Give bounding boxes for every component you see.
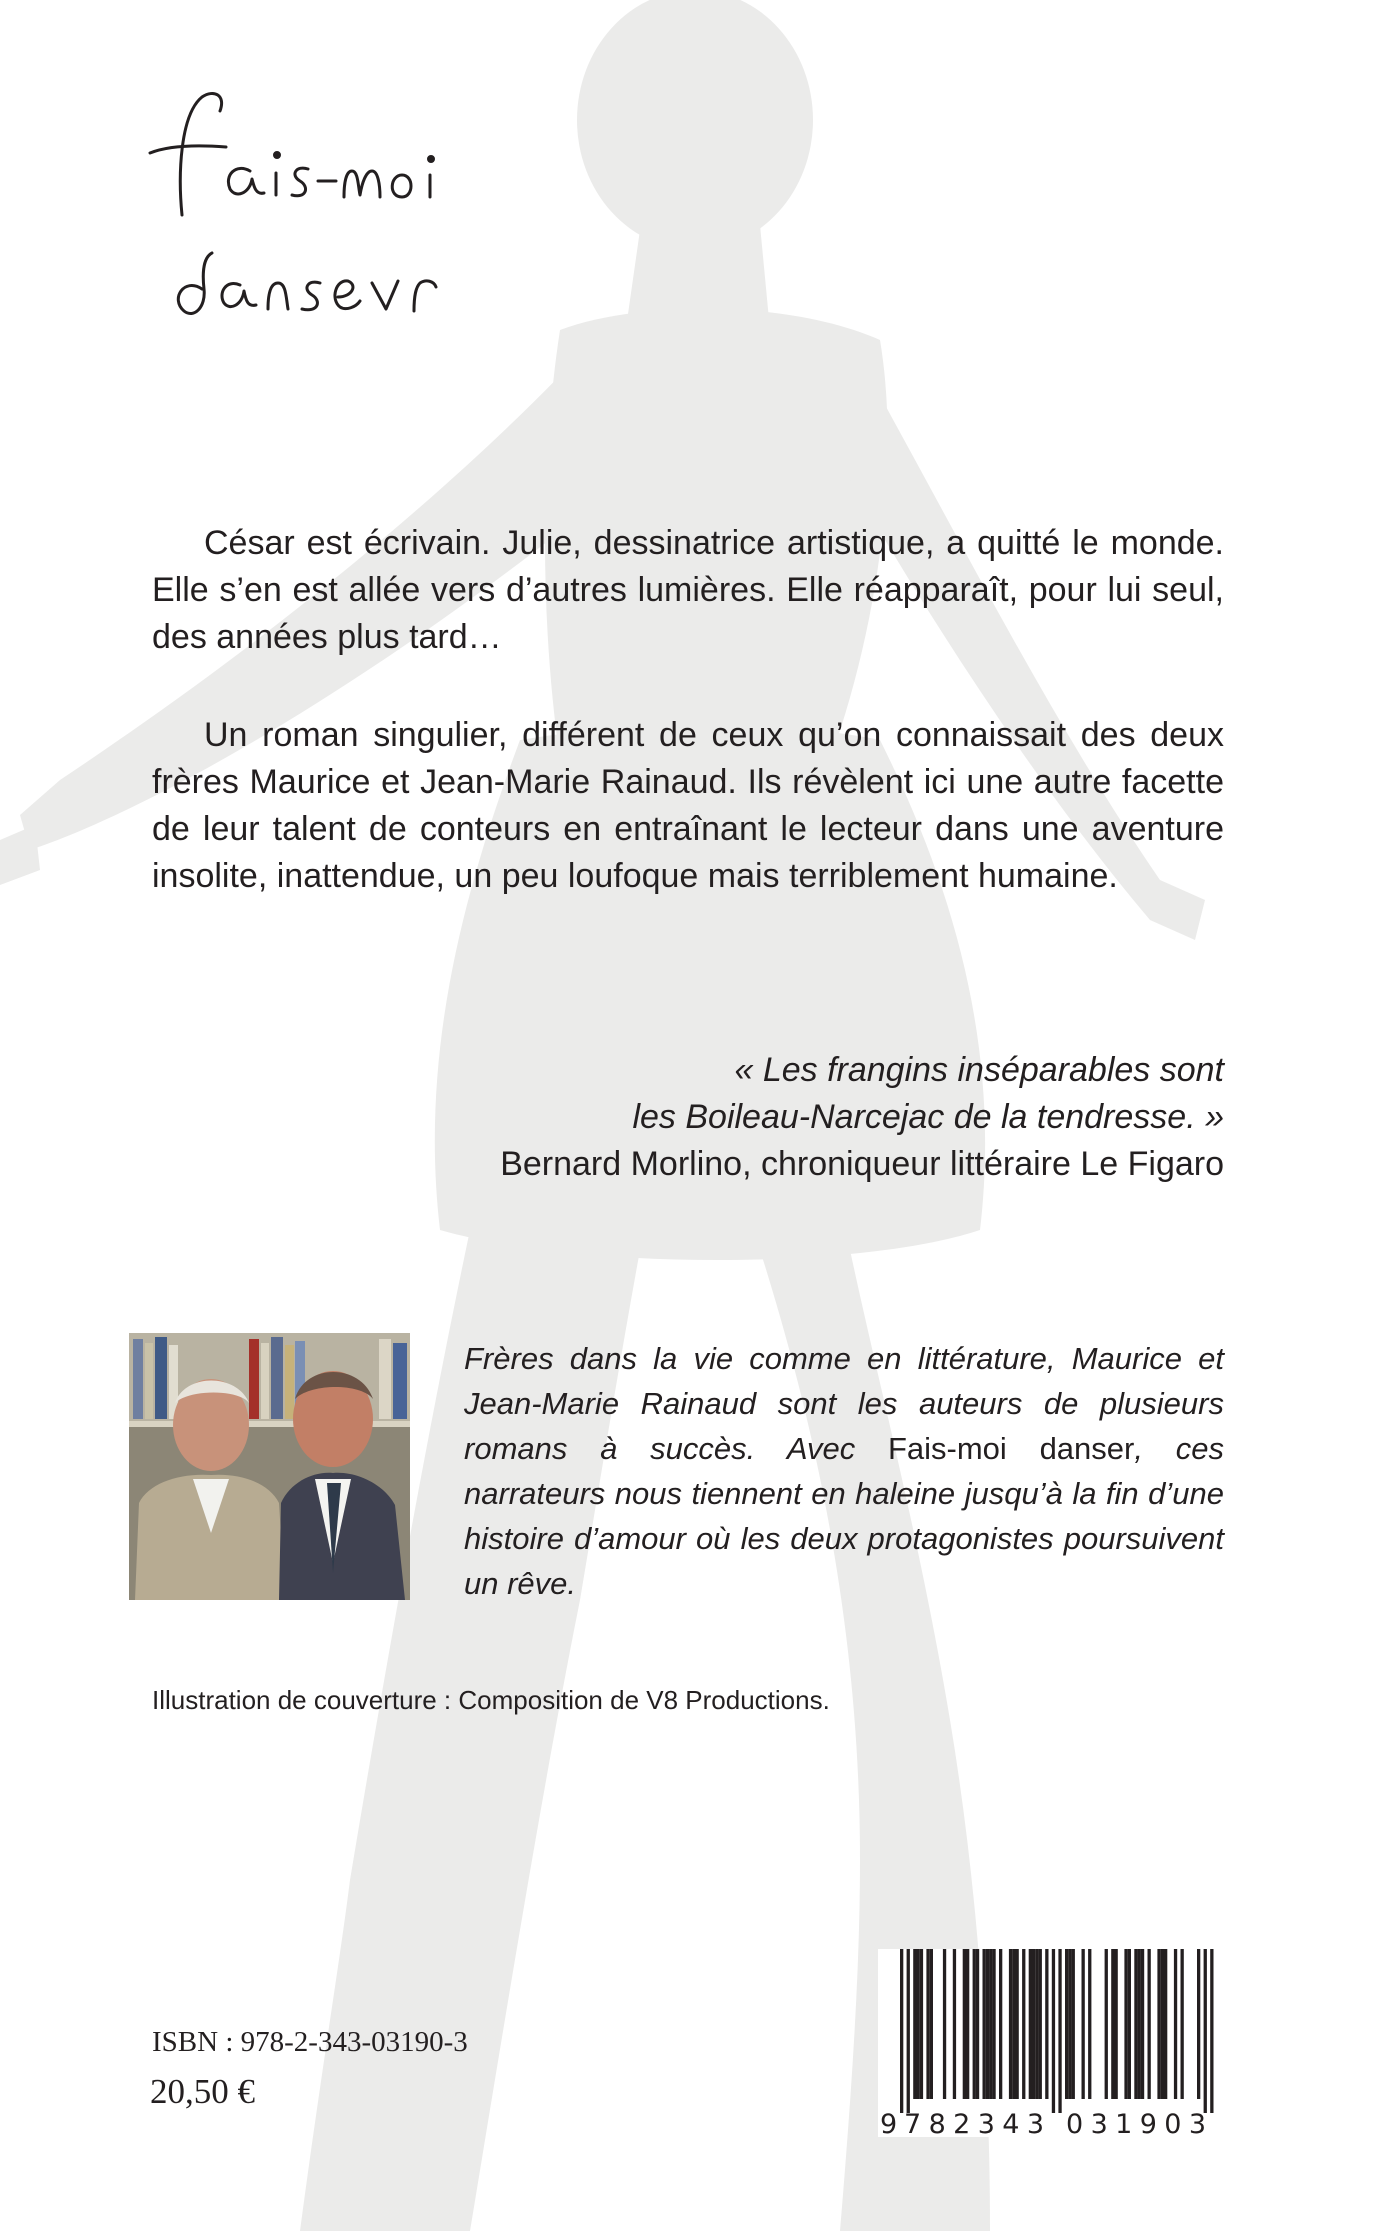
barcode-bar bbox=[1088, 1949, 1091, 2099]
barcode-bar bbox=[1174, 1949, 1177, 2099]
bio-text-1: Frères dans la vie comme en littérature, Maurice et Jean-Marie Rainaud sont les auteurs de plusieurs romans à succès. Avec bbox=[464, 1341, 1224, 1466]
blurb-paragraph-1: César est écrivain. Julie, dessinatrice artistique, a quitté le monde. Elle s’en est allée vers d’autres lumières. Elle réapparaît, pour lui seul, des années plus tard… bbox=[152, 524, 1224, 656]
barcode-bar bbox=[1032, 1949, 1035, 2099]
quote-line-2: les Boileau-Narcejac de la tendresse. » bbox=[632, 1098, 1224, 1136]
barcode-bar bbox=[1029, 1949, 1032, 2099]
barcode-bar bbox=[989, 1949, 992, 2099]
barcode-bar bbox=[1058, 1949, 1061, 2113]
barcode-bar bbox=[1128, 1949, 1131, 2099]
barcode-bar bbox=[1115, 1949, 1118, 2099]
barcode-bar bbox=[1022, 1949, 1025, 2099]
barcode-bar bbox=[986, 1949, 989, 2099]
barcode-bar bbox=[1124, 1949, 1127, 2099]
barcode bbox=[878, 1949, 1230, 2137]
barcode-bar bbox=[1134, 1949, 1137, 2099]
barcode-bar bbox=[1197, 1949, 1200, 2099]
blurb-paragraph-2: Un roman singulier, différent de ceux qu’on connaissait des deux frères Maurice et Jean-Marie Rainaud. Ils révèlent ici une autre facette de leur talent de conteurs en entraînant le lecteur dans une aventure insolite, inattendue, un peu loufoque mais terriblement humaine. bbox=[152, 716, 1224, 895]
barcode-bar bbox=[953, 1949, 956, 2099]
author-bio bbox=[464, 1336, 1224, 1606]
barcode-bar bbox=[1148, 1949, 1151, 2099]
barcode-right-digits: 031903 bbox=[1066, 2109, 1206, 2137]
barcode-bar bbox=[1111, 1949, 1114, 2099]
barcode-bar bbox=[1012, 1949, 1015, 2099]
price: 20,50 € bbox=[150, 2072, 255, 2111]
barcode-bar bbox=[1082, 1949, 1085, 2099]
cover-credit: Illustration de couverture : Composition de V8 Productions. bbox=[152, 1685, 830, 1715]
barcode-bar bbox=[907, 1949, 910, 2113]
barcode-bar bbox=[1141, 1949, 1144, 2099]
isbn: ISBN : 978-2-343-03190-3 bbox=[152, 2026, 468, 2058]
barcode-bar bbox=[1068, 1949, 1071, 2099]
barcode-bar bbox=[930, 1949, 933, 2099]
barcode-bar bbox=[943, 1949, 946, 2099]
barcode-bar bbox=[1210, 1949, 1213, 2113]
barcode-first-digit: 9 bbox=[880, 2109, 898, 2137]
barcode-bar bbox=[900, 1949, 903, 2113]
barcode-bar bbox=[1016, 1949, 1019, 2099]
barcode-bar bbox=[966, 1949, 969, 2099]
barcode-bar bbox=[1009, 1949, 1012, 2099]
barcode-bar bbox=[973, 1949, 976, 2099]
barcode-bar bbox=[983, 1949, 986, 2099]
press-quote bbox=[500, 1047, 1224, 1188]
barcode-bar bbox=[1072, 1949, 1075, 2099]
quote-line-1: « Les frangins inséparables sont bbox=[734, 1051, 1224, 1089]
author-photo bbox=[129, 1333, 410, 1600]
barcode-bar bbox=[1181, 1949, 1184, 2099]
quote-source: Bernard Morlino, chroniqueur littéraire Le Figaro bbox=[500, 1145, 1224, 1183]
barcode-bar bbox=[1138, 1949, 1141, 2099]
barcode-bar bbox=[1105, 1949, 1108, 2099]
barcode-bar bbox=[963, 1949, 966, 2099]
barcode-bar bbox=[999, 1949, 1002, 2099]
barcode-bar bbox=[913, 1949, 916, 2099]
barcode-bar bbox=[1052, 1949, 1055, 2113]
barcode-left-digits: 782343 bbox=[904, 2109, 1044, 2137]
bio-text-2: , ces narrateurs nous tiennent en haleine jusqu’à la fin d’une histoire d’amour où les deux protagonistes poursuivent un rêve. bbox=[464, 1431, 1224, 1601]
barcode-bar bbox=[926, 1949, 929, 2099]
barcode-bar bbox=[1035, 1949, 1038, 2099]
barcode-bar bbox=[1161, 1949, 1164, 2099]
barcode-bar bbox=[1164, 1949, 1167, 2099]
cover-title bbox=[140, 75, 460, 345]
barcode-bar bbox=[1045, 1949, 1048, 2099]
barcode-bar bbox=[1204, 1949, 1207, 2113]
barcode-bar bbox=[1157, 1949, 1160, 2099]
barcode-bar bbox=[1065, 1949, 1068, 2099]
barcode-bar bbox=[1039, 1949, 1042, 2099]
barcode-bar bbox=[976, 1949, 979, 2099]
barcode-bar bbox=[920, 1949, 923, 2099]
barcode-bar bbox=[992, 1949, 995, 2099]
bio-book-title: Fais-moi danser bbox=[887, 1431, 1135, 1466]
barcode-bar bbox=[917, 1949, 920, 2099]
